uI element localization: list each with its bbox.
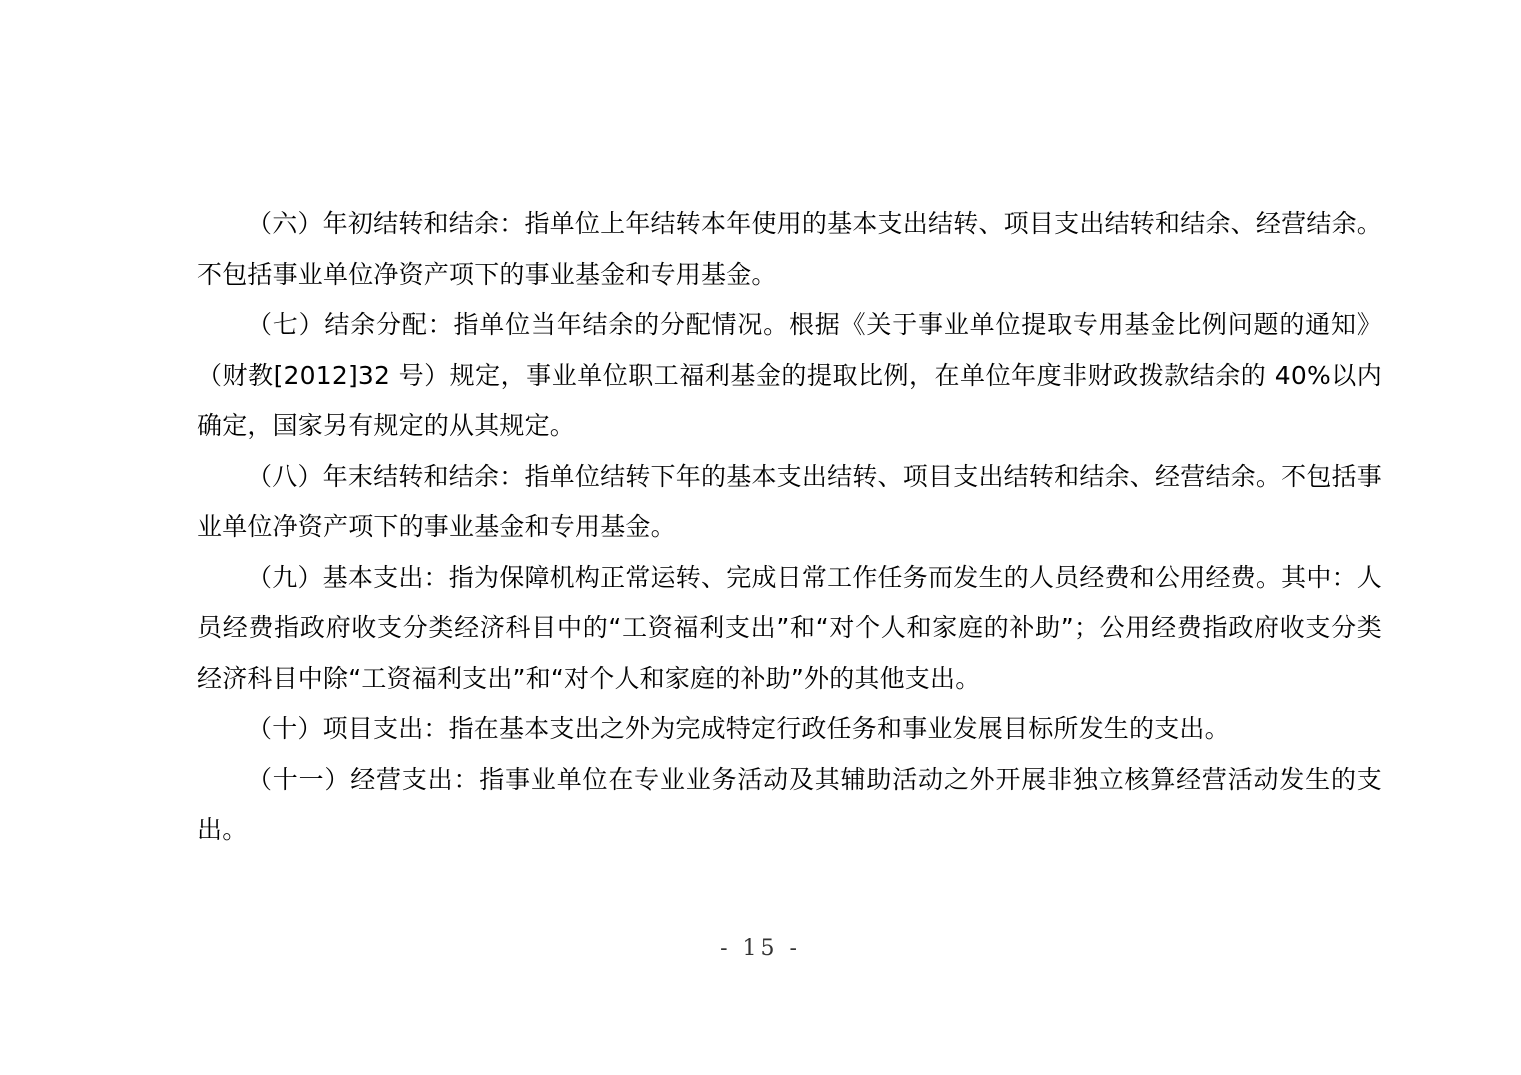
paragraph-section-11: （十一）经营支出：指事业单位在专业业务活动及其辅助活动之外开展非独立核算经营活动发生的支出。	[197, 764, 1382, 844]
paragraph-section-9: （九）基本支出：指为保障机构正常运转、完成日常工作任务而发生的人员经费和公用经费。其中：人员经费指政府收支分类经济科目中的“工资福利支出”和“对个人和家庭的补助”；公用经费指政府收支分类经济科目中除“工资福利支出”和“对个人和家庭的补助”外的其他支出。	[197, 562, 1382, 693]
paragraph-section-7: （七）结余分配：指单位当年结余的分配情况。根据《关于事业单位提取专用基金比例问题的通知》（财教[2012]32 号）规定，事业单位职工福利基金的提取比例，在单位年度非财政拨款结余的 40%以内确定，国家另有规定的从其规定。	[197, 310, 1382, 440]
paragraph-section-10: （十）项目支出：指在基本支出之外为完成特定行政任务和事业发展目标所发生的支出。	[247, 714, 1230, 743]
paragraph-section-8: （八）年末结转和结余：指单位结转下年的基本支出结转、项目支出结转和结余、经营结余。不包括事业单位净资产项下的事业基金和专用基金。	[197, 461, 1382, 541]
page-number: - 15 -	[720, 936, 801, 961]
document-body	[197, 199, 1382, 856]
paragraph-section-6: （六）年初结转和结余：指单位上年结转本年使用的基本支出结转、项目支出结转和结余、经营结余。不包括事业单位净资产项下的事业基金和专用基金。	[197, 209, 1382, 289]
